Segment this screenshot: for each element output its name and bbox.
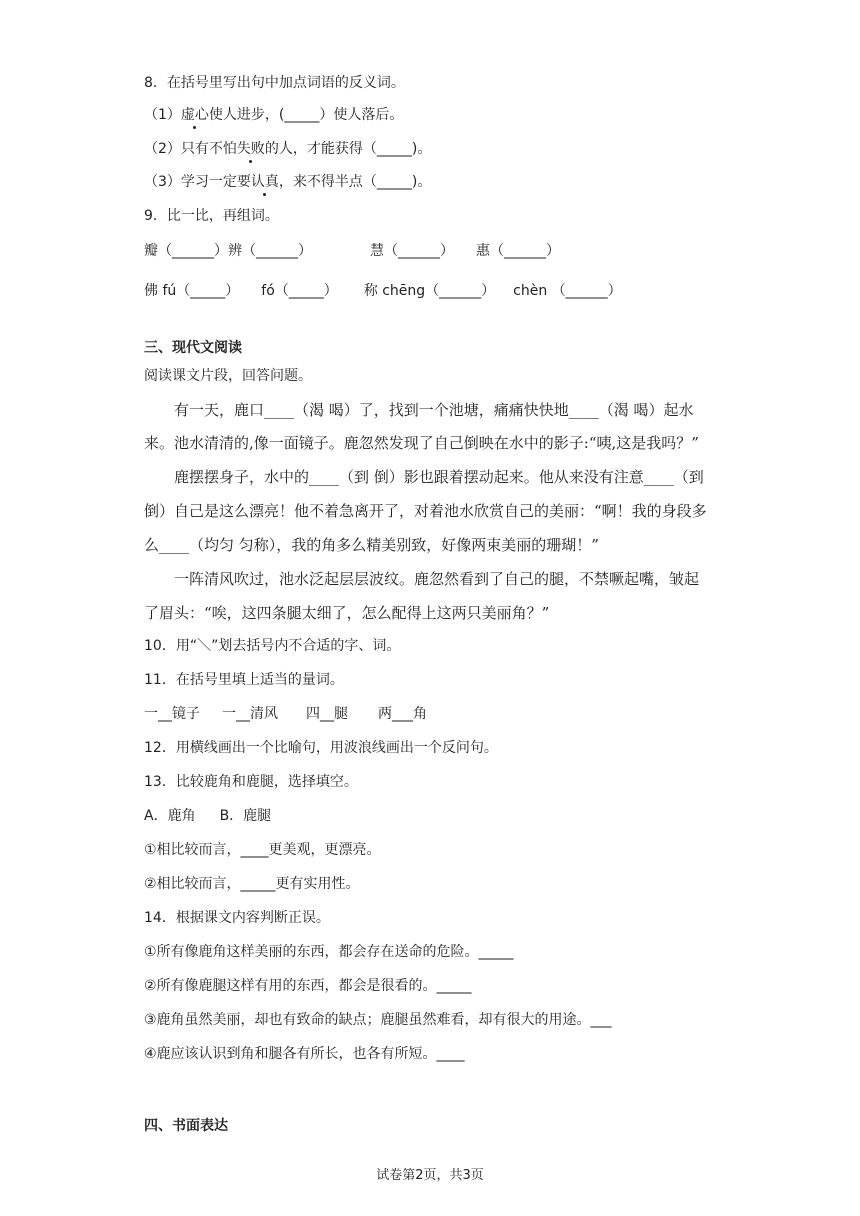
passage-line: 了眉头：“唉，这四条腿太细了，怎么配得上这两只美丽角？” <box>144 604 550 622</box>
q10: 10．用“＼”划去括号内不合适的字、词。 <box>144 638 401 654</box>
passage-line: 么____（均匀 匀称），我的角多么精美别致，好像两束美丽的珊瑚！” <box>144 536 599 554</box>
q11-blanks: 一__镜子 一__清风 四__腿 两___角 <box>144 706 427 722</box>
reading-intro: 阅读课文片段，回答问题。 <box>144 368 312 384</box>
q9-title: 9．比一比，再组词。 <box>144 208 279 224</box>
q8-title: 8．在括号里写出句中加点词语的反义词。 <box>144 75 405 91</box>
q9-row-2: 佛 fú（_____） fó（_____） 称 chēng（______） chèn （______） <box>144 283 622 299</box>
q14: 14．根据课文内容判断正误。 <box>144 910 330 926</box>
passage-line: 倒）自己是这么漂亮！他不着急离开了，对着池水欣赏自己的美丽：“啊！我的身段多 <box>144 502 707 520</box>
q8-item-3: （3）学习一定要认真，来不得半点（_____)。 <box>144 174 432 190</box>
dotted-word: 失败 <box>236 141 265 157</box>
passage-line: 有一天，鹿口____（渴 喝）了，找到一个池塘，痛痛快快地____（渴 喝）起水 <box>174 401 694 419</box>
dotted-word: 虚心 <box>180 107 209 123</box>
q8-item-2: （2）只有不怕失败的人，才能获得（_____)。 <box>144 141 432 157</box>
q8-item-1: （1）虚心使人进步，(_____）使人落后。 <box>144 107 404 123</box>
passage-line: 鹿摆摆身子，水中的____（到 倒）影也跟着摆动起来。他从来没有注意____（到 <box>174 468 704 486</box>
section-3-heading: 三、现代文阅读 <box>144 340 242 356</box>
q11: 11．在括号里填上适当的量词。 <box>144 672 344 688</box>
q14-item-3: ③鹿角虽然美丽，却也有致命的缺点；鹿腿虽然难看，却有很大的用途。___ <box>144 1012 612 1028</box>
page-footer: 试卷第2页，共3页 <box>376 1168 484 1183</box>
passage-line: 来。池水清清的,像一面镜子。鹿忽然发现了自己倒映在水中的影子:“咦,这是我吗？” <box>144 434 699 452</box>
q13-item-1: ①相比较而言，____更美观，更漂亮。 <box>144 842 381 858</box>
q12: 12．用横线画出一个比喻句，用波浪线画出一个反问句。 <box>144 740 498 756</box>
q13-options: A．鹿角 B．鹿腿 <box>144 808 272 824</box>
dotted-word: 认真 <box>250 174 279 190</box>
q13: 13．比较鹿角和鹿腿，选择填空。 <box>144 774 358 790</box>
q14-item-1: ①所有像鹿角这样美丽的东西，都会存在送命的危险。_____ <box>144 944 514 960</box>
section-4-heading: 四、书面表达 <box>144 1118 228 1134</box>
passage-line: 一阵清风吹过，池水泛起层层波纹。鹿忽然看到了自己的腿，不禁噘起嘴，皱起 <box>174 570 700 588</box>
q13-item-2: ②相比较而言，_____更有实用性。 <box>144 876 360 892</box>
q14-item-2: ②所有像鹿腿这样有用的东西，都会是很看的。_____ <box>144 978 472 994</box>
q14-item-4: ④鹿应该认识到角和腿各有所长，也各有所短。____ <box>144 1046 465 1062</box>
q9-row-1: 瓣（______）辨（______） 慧（______） 惠（______） <box>144 243 560 259</box>
